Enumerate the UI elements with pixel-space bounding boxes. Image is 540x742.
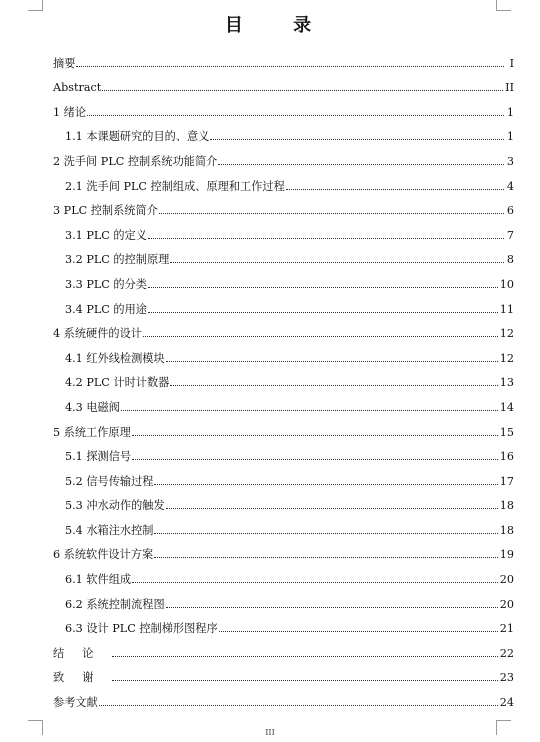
toc-dot-leader (148, 311, 498, 313)
toc-entry-page-number: 20 (499, 573, 514, 587)
toc-entry[interactable] (53, 266, 514, 291)
toc-entry[interactable] (53, 635, 514, 660)
toc-entry-label: 5.1 探测信号 (65, 450, 132, 464)
toc-entry-label: 5.4 水箱注水控制 (65, 523, 154, 537)
toc-dot-leader (143, 335, 498, 337)
toc-entry-page-number: II (505, 81, 514, 95)
toc-dot-leader (132, 458, 498, 460)
toc-dot-leader (132, 434, 498, 436)
toc-entry-page-number: 18 (499, 499, 514, 513)
toc-entry[interactable] (53, 611, 514, 636)
toc-dot-leader (218, 163, 504, 165)
toc-entry[interactable] (53, 365, 514, 390)
toc-entry-label: 3.2 PLC 的控制原理 (65, 253, 170, 267)
toc-entry-page-number: 18 (499, 523, 514, 537)
toc-entry-label: 6.1 软件组成 (65, 573, 132, 587)
toc-entry-page-number: 23 (499, 671, 514, 685)
toc-entry[interactable] (53, 463, 514, 488)
toc-entry-page-number: 12 (499, 351, 514, 365)
toc-entry-label: 1.1 本课题研究的目的、意义 (65, 130, 210, 144)
toc-entry[interactable] (53, 45, 514, 70)
toc-entry-page-number: 15 (499, 425, 514, 439)
toc-entry-page-number: 4 (506, 179, 514, 193)
toc-dot-leader (154, 483, 497, 485)
toc-entry-label: 6.2 系统控制流程图 (65, 597, 165, 611)
crop-mark-top-left (28, 0, 43, 11)
toc-entry[interactable] (53, 537, 514, 562)
toc-entry[interactable] (53, 439, 514, 464)
toc-dot-leader (121, 409, 498, 411)
toc-entry[interactable] (53, 389, 514, 414)
toc-dot-leader (148, 286, 498, 288)
toc-entry-page-number: 12 (499, 327, 514, 341)
toc-dot-leader (210, 138, 504, 140)
toc-entry[interactable] (53, 684, 514, 709)
toc-entry-page-number: 10 (499, 277, 514, 291)
crop-mark-top-right (496, 0, 511, 11)
toc-dot-leader (166, 360, 498, 362)
toc-entry-label: 4.1 红外线检测模块 (65, 351, 165, 365)
toc-dot-leader (166, 606, 498, 608)
toc-entry-page-number: 6 (506, 204, 514, 218)
toc-entry-label: 4.3 电磁阀 (65, 400, 120, 414)
toc-entry[interactable] (53, 168, 514, 193)
toc-dot-leader (76, 65, 504, 67)
toc-dot-leader (87, 114, 504, 116)
toc-entry-label: 结论 (53, 646, 112, 660)
toc-entry-page-number: 8 (506, 253, 514, 267)
toc-entry[interactable] (53, 316, 514, 341)
toc-entry-page-number: 20 (499, 597, 514, 611)
toc-entry[interactable] (53, 291, 514, 316)
toc-entry-page-number: I (509, 56, 514, 70)
toc-entry-label: 3.4 PLC 的用途 (65, 302, 147, 316)
toc-entry-page-number: 19 (499, 548, 514, 562)
toc-entry[interactable] (53, 242, 514, 267)
toc-entry-page-number: 22 (499, 646, 514, 660)
toc-entry-label: 参考文献 (53, 696, 98, 710)
toc-entry-page-number: 24 (499, 696, 514, 710)
toc-dot-leader (170, 261, 504, 263)
toc-entry-label: 4 系统硬件的设计 (53, 327, 142, 341)
toc-entry[interactable] (53, 94, 514, 119)
toc-dot-leader (219, 630, 498, 632)
toc-dot-leader (132, 581, 498, 583)
toc-entry-page-number: 17 (499, 474, 514, 488)
toc-entry-label: 6 系统软件设计方案 (53, 548, 154, 562)
toc-dot-leader (286, 188, 504, 190)
toc-entry-label: 5.3 冲水动作的触发 (65, 499, 165, 513)
toc-entry-page-number: 1 (506, 130, 514, 144)
toc-entry-page-number: 21 (499, 622, 514, 636)
toc-entry[interactable] (53, 193, 514, 218)
toc-entry-label: 2.1 洗手间 PLC 控制组成、原理和工作过程 (65, 179, 285, 193)
toc-dot-leader (154, 532, 497, 534)
toc-entry-page-number: 13 (499, 376, 514, 390)
toc-entry-label: 3 PLC 控制系统简介 (53, 204, 158, 218)
toc-entry-label: 4.2 PLC 计时计数器 (65, 376, 170, 390)
toc-entry[interactable] (53, 414, 514, 439)
toc-dot-leader (112, 655, 497, 657)
page-number-footer: III (265, 728, 275, 737)
toc-entry-label: Abstract (53, 81, 102, 95)
toc-entry-page-number: 16 (499, 450, 514, 464)
toc-entry[interactable] (53, 70, 514, 95)
toc-entry[interactable] (53, 340, 514, 365)
toc-dot-leader (148, 237, 504, 239)
toc-dot-leader (112, 679, 497, 681)
toc-entry[interactable] (53, 660, 514, 685)
toc-entry-label: 1 绪论 (53, 105, 87, 119)
toc-entry[interactable] (53, 217, 514, 242)
toc-entry[interactable] (53, 488, 514, 513)
toc-dot-leader (159, 212, 504, 214)
toc-entry-label: 5.2 信号传输过程 (65, 474, 154, 488)
toc-entry-label: 3.3 PLC 的分类 (65, 277, 147, 291)
toc-entry[interactable] (53, 561, 514, 586)
toc-dot-leader (166, 507, 498, 509)
toc-entry-page-number: 14 (499, 400, 514, 414)
toc-dot-leader (154, 556, 498, 558)
toc-entry-label: 3.1 PLC 的定义 (65, 228, 147, 242)
toc-entry-label: 致谢 (53, 671, 112, 685)
toc-dot-leader (170, 384, 497, 386)
toc-entry[interactable] (53, 143, 514, 168)
toc-entry-page-number: 11 (499, 302, 514, 316)
toc-dot-leader (102, 89, 503, 91)
table-of-contents (53, 45, 514, 709)
toc-entry-page-number: 7 (506, 228, 514, 242)
toc-entry-page-number: 1 (506, 105, 514, 119)
toc-entry-page-number: 3 (506, 154, 514, 168)
toc-entry[interactable] (53, 119, 514, 144)
toc-entry-label: 5 系统工作原理 (53, 425, 131, 439)
toc-entry[interactable] (53, 512, 514, 537)
toc-entry-label: 6.3 设计 PLC 控制梯形图程序 (65, 622, 218, 636)
toc-entry-label: 2 洗手间 PLC 控制系统功能简介 (53, 154, 218, 168)
toc-entry-label: 摘要 (53, 56, 76, 70)
page-title: 目 录 (224, 15, 334, 36)
toc-entry[interactable] (53, 586, 514, 611)
toc-dot-leader (99, 704, 498, 706)
